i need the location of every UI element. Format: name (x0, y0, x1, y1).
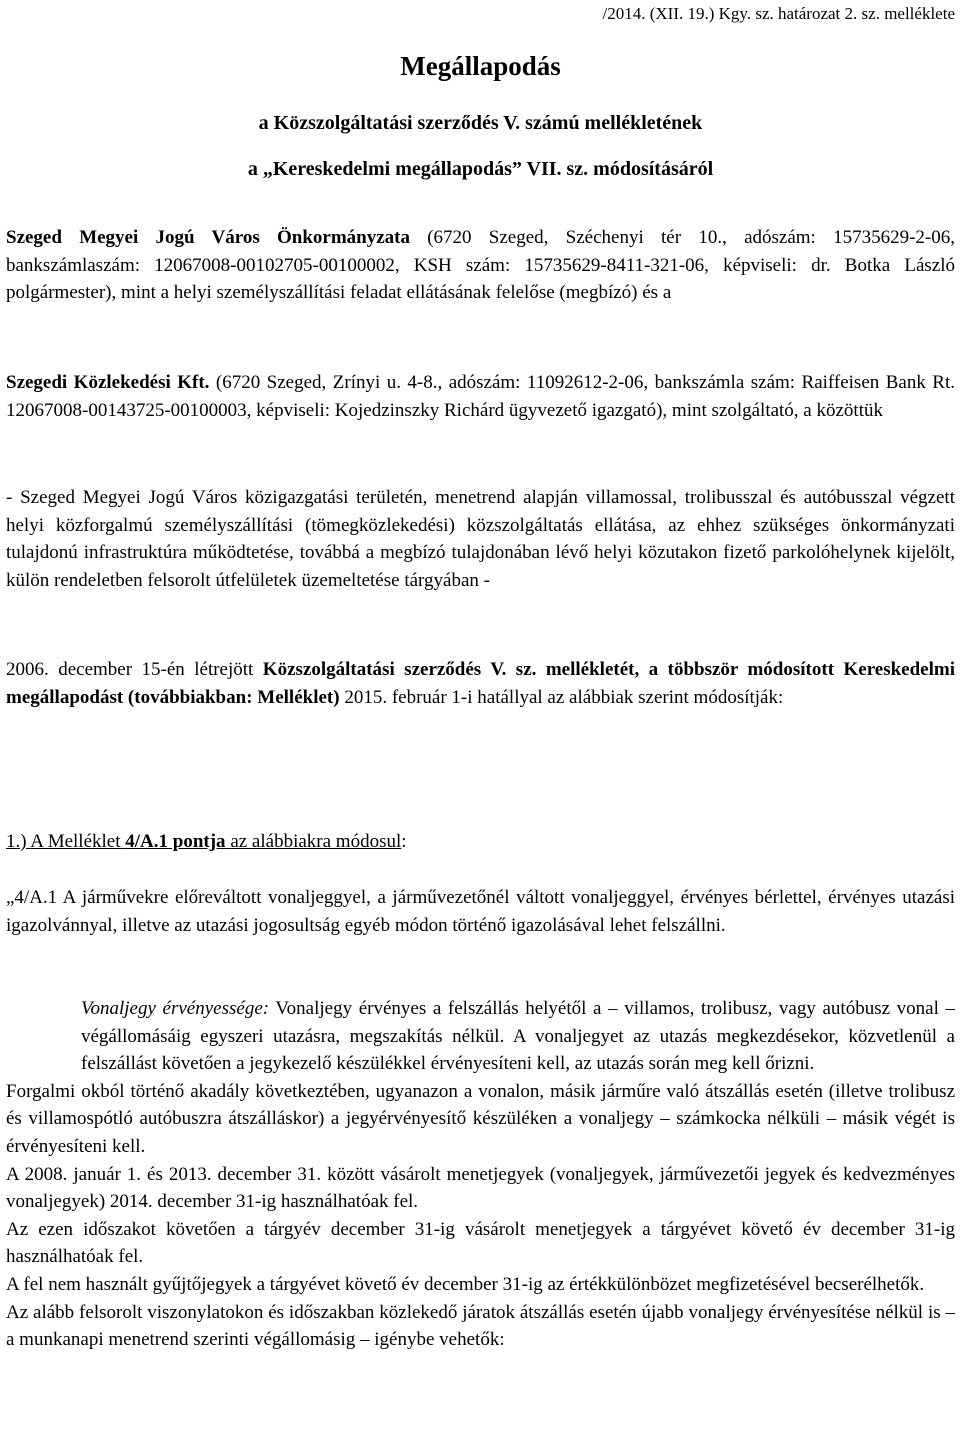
validity-paragraph-1: Vonaljegy érvényes a felszállás helyétől a – villamos, trolibusz, vagy autóbusz vonal – végállomásáig egyszeri utazásra, megszakítás nélkül. A vonaljegyet az utazás megkezdésekor, közvetlenül a felszállást követően a jegykezelő készülékkel érvényesíteni kell, az utazás során meg kell őrizni. (81, 998, 955, 1075)
point-reference: 4/A.1 pontja (125, 831, 226, 852)
intro-date: 2006. december 15-én létrejött (6, 659, 263, 680)
operator-details: (6720 Szeged, Zrínyi u. 4-8., adószám: 11092612-2-06, bankszámla szám: Raiffeisen Bank Rt. 12067008-00143725-00100003, képviseli: Kojedzinszky Richárd ügyvezető igazgató), mint szolgáltató, a közöttük (6, 372, 955, 421)
validity-paragraph-3: A 2008. január 1. és 2013. december 31. között vásárolt menetjegyek (vonaljegyek, járművezetői jegyek és kedvezményes vonaljegyek) 2014. december 31-ig használhatóak fel. (6, 1163, 955, 1213)
intro-agreement-name: Közszolgáltatási szerződés V. sz. mellékletét, a többször módosított Kereskedelmi megállapodást (továbbiakban: Melléklet) (6, 659, 956, 708)
point-text-3: az alábbiakra módosul (225, 831, 402, 852)
resolution-reference: /2014. (XII. 19.) Kgy. sz. határozat 2. sz. melléklete (602, 4, 955, 23)
validity-paragraph-2: Forgalmi okból történő akadály következtében, ugyanazon a vonalon, másik járműre való átszállás esetén (illetve trolibusz és villamospótló autóbuszra átszálláskor) a jegyérvényesítő készüléken a vonaljegy – számkocka nélküli – másik végét is érvényesíteni kell. (6, 1080, 955, 1157)
quoted-clause (6, 884, 955, 939)
point-number: 1.) (6, 831, 31, 852)
document-subtitle-line1: a Közszolgáltatási szerződés V. számú mellékletének (258, 112, 703, 134)
document-title: Megállapodás (400, 51, 561, 81)
amendment-intro (6, 656, 955, 711)
quoted-clause-text: „4/A.1 A járművekre előreváltott vonaljeggyel, a járművezetőnél váltott vonaljeggyel, érvényes bérlettel, érvényes utazási igazolvánnyal, illetve az utazási jogosultság egyéb módon történő igazolásával lehet felszállni. (6, 887, 955, 936)
ticket-validity-section (6, 995, 955, 1354)
municipality-name: Szeged Megyei Jogú Város Önkormányzata (6, 227, 410, 248)
intro-effective: 2015. február 1-i hatállyal az alábbiak szerint módosítják: (339, 686, 784, 708)
contract-subject (6, 484, 955, 594)
point-colon: : (401, 831, 407, 852)
party-municipality (6, 224, 955, 307)
document-subtitle-line2: a „Kereskedelmi megállapodás” VII. sz. módosításáról (247, 158, 714, 180)
validity-paragraph-4: Az ezen időszakot követően a tárgyév december 31-ig vásárolt menetjegyek a tárgyévet követő év december 31-ig használhatóak fel. (6, 1218, 955, 1268)
contract-subject-text: - Szeged Megyei Jogú Város közigazgatási területén, menetrend alapján villamossal, trolibusszal és autóbusszal végzett helyi közforgalmú személyszállítási (tömegközlekedési) közszolgáltatás ellátása, az ehhez szükséges önkormányzati tulajdonú infrastruktúra működtetése, továbbá a megbízó tulajdonában lévő helyi közutakon fizető parkolóhelynek kijelölt, külön rendeletben felsorolt útfelületek üzemeltetése tárgyában - (6, 487, 955, 591)
point-text-1: A Melléklet (30, 831, 126, 852)
validity-label: Vonaljegy érvényessége: (81, 998, 270, 1019)
party-operator (6, 369, 955, 424)
amendment-point-1 (6, 828, 955, 856)
validity-paragraph-6: Az alább felsorolt viszonylatokon és időszakban közlekedő járatok átszállás esetén újabb vonaljegy érvényesítése nélkül is – a munkanapi menetrend szerinti végállomásig – igénybe vehetők: (6, 1301, 955, 1351)
municipality-details: (6720 Szeged, Széchenyi tér 10., adószám: 15735629-2-06, bankszámlaszám: 12067008-00102705-00100002, KSH szám: 15735629-8411-321-06, képviseli: dr. Botka László polgármester), mint a helyi személyszállítási feladat ellátásának felelőse (megbízó) és a (6, 227, 955, 304)
validity-paragraph-5: A fel nem használt gyűjtőjegyek a tárgyévet követő év december 31-ig az értékkülönbözet megfizetésével becserélhetők. (6, 1273, 925, 1295)
operator-name: Szegedi Közlekedési Kft. (6, 372, 210, 393)
